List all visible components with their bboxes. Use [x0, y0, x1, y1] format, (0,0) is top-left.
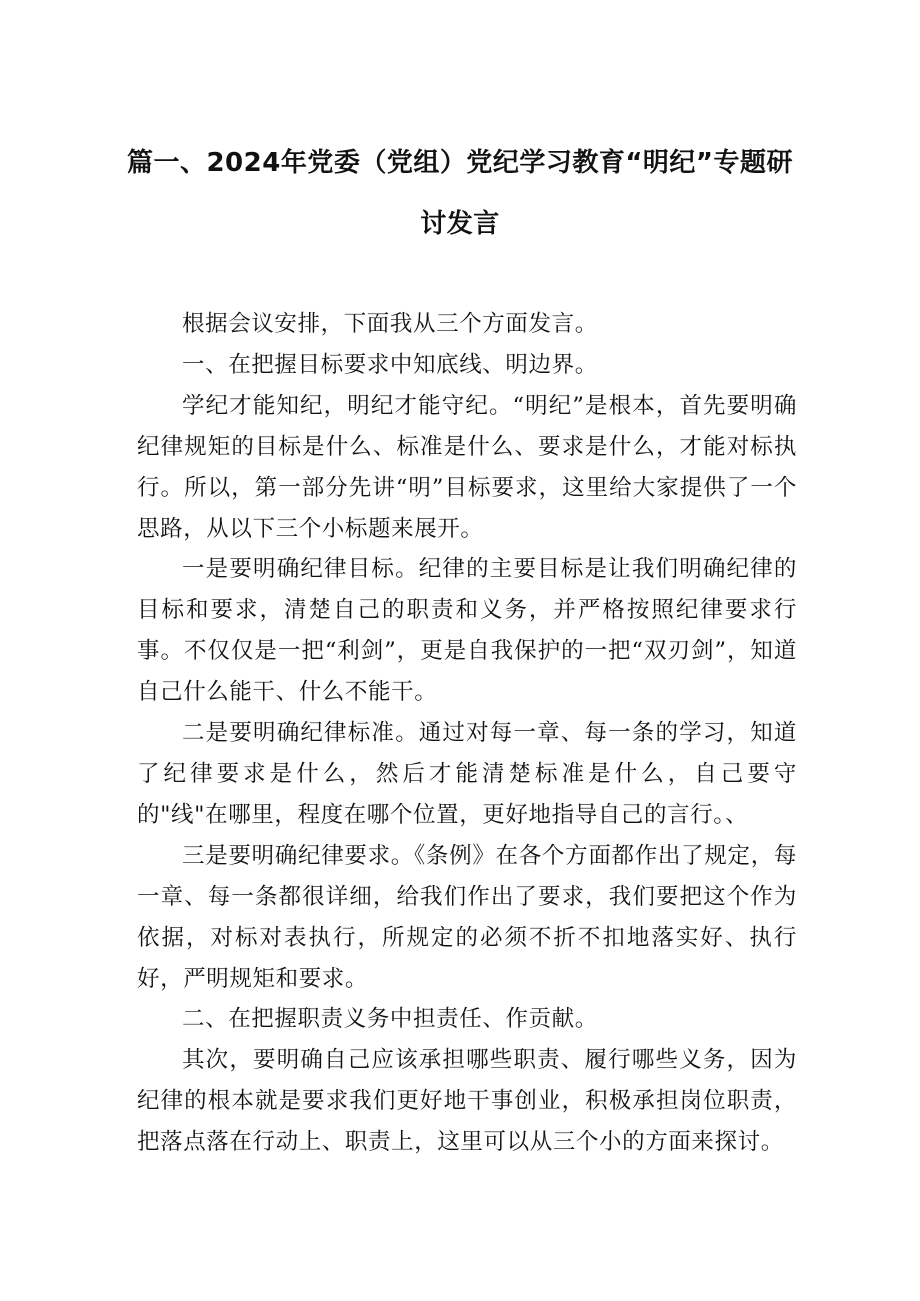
- document-body: [137, 304, 797, 1163]
- document-title-line-2: 讨发言: [420, 209, 500, 239]
- heading-section-2: 二、在把握职责义务中担责任、作贡献。: [182, 1006, 598, 1033]
- paragraph-discipline-standard: 二是要明确纪律标准。通过对每一章、每一条的学习，知道了纪律要求是什么，然后才能清楚标准是什么，自己要守的"线"在哪里，程度在哪个位置，更好地指导自己的言行。、: [137, 720, 797, 828]
- paragraph-discipline-goal: 一是要明确纪律目标。纪律的主要目标是让我们明确纪律的目标和要求，清楚自己的职责和义务，并严格按照纪律要求行事。不仅仅是一把“利剑”，更是自我保护的一把“双刃剑”，知道自己什么能干、什么不能干。: [137, 556, 797, 706]
- paragraph-intro: 根据会议安排，下面我从三个方面发言。: [182, 311, 598, 337]
- paragraph-section-1-intro: 学纪才能知纪，明纪才能守纪。“明纪”是根本，首先要明确纪律规矩的目标是什么、标准是什么、要求是什么，才能对标执行。所以，第一部分先讲“明”目标要求，这里给大家提供了一个思路，从以下三个小标题来展开。: [137, 392, 797, 542]
- document-title-line-1: 篇一、2024年党委（党组）党纪学习教育“明纪”专题研: [126, 148, 794, 178]
- paragraph-discipline-requirement: 三是要明确纪律要求。《条例》在各个方面都作出了规定，每一章、每一条都很详细，给我们作出了要求，我们要把这个作为依据，对标对表执行，所规定的必须不折不扣地落实好、执行好，严明规矩和要求。: [137, 842, 797, 992]
- heading-section-1: 一、在把握目标要求中知底线、明边界。: [182, 351, 598, 378]
- paragraph-section-2-intro: 其次，要明确自己应该承担哪些职责、履行哪些义务，因为纪律的根本就是要求我们更好地干事创业，积极承担岗位职责，把落点落在行动上、职责上，这里可以从三个小的方面来探讨。: [137, 1047, 797, 1156]
